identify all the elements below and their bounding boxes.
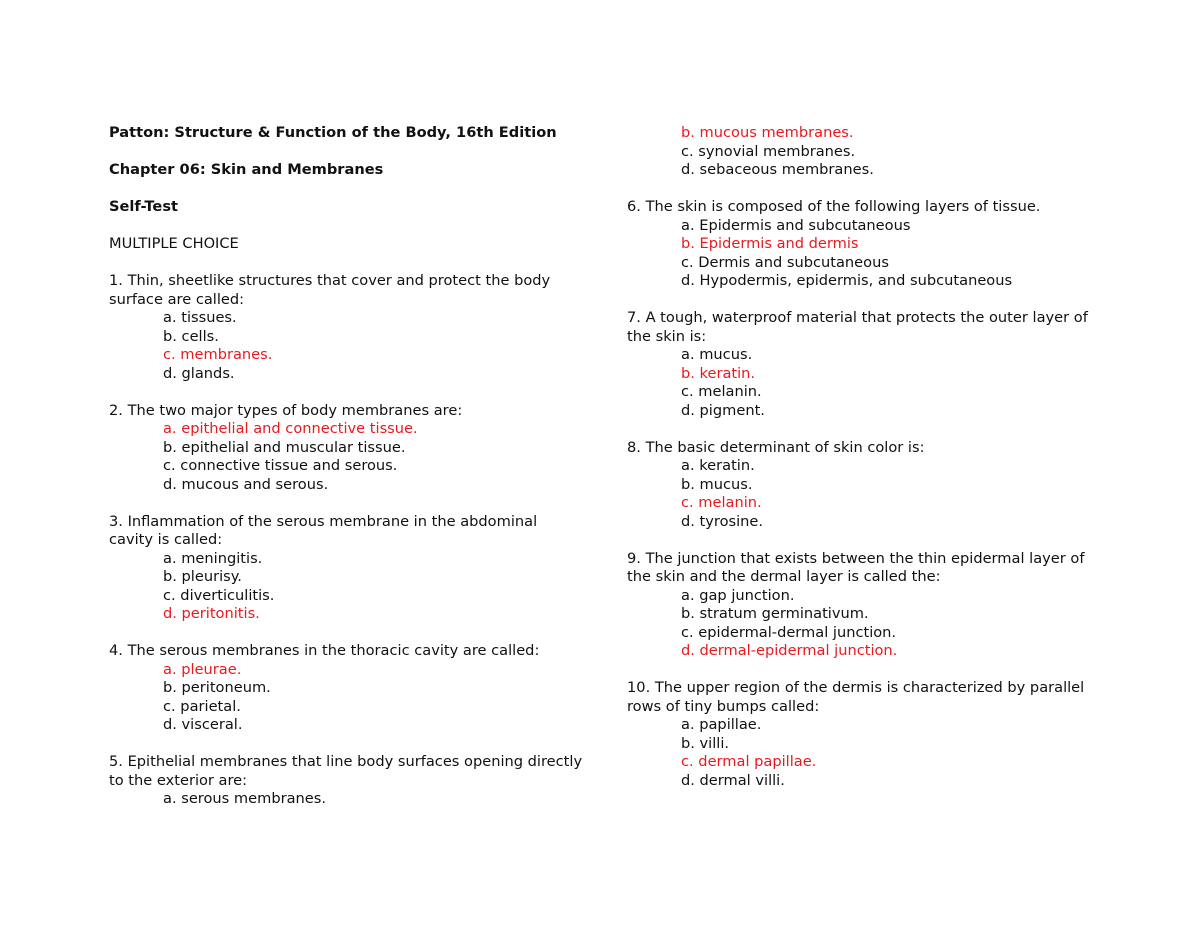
answer-option: b. pleurisy.	[163, 568, 242, 585]
answer-option: d. sebaceous membranes.	[681, 161, 874, 178]
question-stem-line: 3. Inflammation of the serous membrane in the abdominal	[109, 512, 538, 530]
correct-answer-option: c. melanin.	[681, 494, 762, 511]
answer-option: c. synovial membranes.	[681, 142, 856, 160]
answer-option: a. gap junction.	[681, 586, 795, 604]
correct-answer-option: b. Epidermis and dermis	[681, 235, 859, 252]
question-5-continued	[627, 124, 1152, 180]
answer-option: b. stratum germinativum.	[681, 605, 869, 622]
question-4	[109, 642, 629, 735]
answer-option: c. epidermal-dermal junction.	[681, 623, 897, 641]
answer-option: d. mucous and serous.	[163, 475, 329, 493]
question-stem-line: the skin and the dermal layer is called the:	[627, 568, 941, 585]
question-5	[109, 753, 629, 809]
question-type-heading: MULTIPLE CHOICE	[109, 235, 239, 252]
answer-option: a. serous membranes.	[163, 790, 326, 807]
question-8	[627, 439, 1152, 532]
answer-option: c. diverticulitis.	[163, 586, 275, 604]
answer-option: a. Epidermis and subcutaneous	[681, 216, 911, 234]
question-stem-line: 7. A tough, waterproof material that protects the outer layer of	[627, 309, 1088, 326]
answer-option: c. Dermis and subcutaneous	[681, 253, 889, 271]
question-stem-line: 1. Thin, sheetlike structures that cover and protect the body	[109, 272, 551, 289]
right-column	[627, 124, 1152, 790]
answer-option: c. connective tissue and serous.	[163, 457, 398, 474]
answer-option: a. papillae.	[681, 716, 762, 733]
question-stem-line: 10. The upper region of the dermis is characterized by parallel	[627, 679, 1085, 696]
question-stem-line: 5. Epithelial membranes that line body surfaces opening directly	[109, 753, 583, 770]
question-stem-line: surface are called:	[109, 290, 245, 308]
question-stem-line: 8. The basic determinant of skin color is:	[627, 438, 925, 456]
correct-answer-option: b. mucous membranes.	[681, 124, 854, 141]
left-column	[109, 124, 629, 809]
answer-option: a. keratin.	[681, 457, 755, 474]
question-stem-line: cavity is called:	[109, 531, 223, 548]
answer-option: b. mucus.	[681, 475, 753, 493]
answer-option: a. meningitis.	[163, 549, 263, 567]
question-stem-line: rows of tiny bumps called:	[627, 697, 820, 715]
question-3	[109, 513, 629, 624]
question-1	[109, 272, 629, 383]
answer-option: c. parietal.	[163, 697, 241, 715]
question-stem-line: to the exterior are:	[109, 771, 248, 789]
answer-option: c. melanin.	[681, 383, 762, 400]
answer-option: d. tyrosine.	[681, 512, 764, 530]
answer-option: b. villi.	[681, 734, 730, 752]
question-10	[627, 679, 1152, 790]
correct-answer-option: a. pleurae.	[163, 660, 242, 678]
question-9	[627, 550, 1152, 661]
answer-option: d. visceral.	[163, 716, 243, 733]
question-6	[627, 198, 1152, 291]
section-title: Self-Test	[109, 198, 178, 215]
correct-answer-option: c. membranes.	[163, 346, 273, 363]
answer-option: a. tissues.	[163, 309, 237, 326]
correct-answer-option: b. keratin.	[681, 364, 756, 382]
correct-answer-option: a. epithelial and connective tissue.	[163, 420, 418, 437]
correct-answer-option: c. dermal papillae.	[681, 753, 817, 770]
answer-option: d. pigment.	[681, 401, 765, 419]
correct-answer-option: d. peritonitis.	[163, 605, 260, 622]
chapter-title: Chapter 06: Skin and Membranes	[109, 161, 384, 178]
answer-option: b. cells.	[163, 327, 219, 345]
answer-option: d. Hypodermis, epidermis, and subcutaneous	[681, 272, 1013, 289]
question-stem-line: 2. The two major types of body membranes are:	[109, 401, 463, 419]
correct-answer-option: d. dermal-epidermal junction.	[681, 642, 898, 659]
answer-option: b. peritoneum.	[163, 679, 271, 696]
answer-option: a. mucus.	[681, 346, 753, 363]
question-stem-line: 6. The skin is composed of the following layers of tissue.	[627, 198, 1041, 215]
answer-option: b. epithelial and muscular tissue.	[163, 438, 406, 456]
question-2	[109, 402, 629, 495]
question-stem-line: the skin is:	[627, 327, 707, 345]
question-7	[627, 309, 1152, 420]
answer-option: d. dermal villi.	[681, 771, 785, 789]
answer-option: d. glands.	[163, 364, 235, 382]
question-stem-line: 9. The junction that exists between the thin epidermal layer of	[627, 549, 1085, 567]
question-stem-line: 4. The serous membranes in the thoracic cavity are called:	[109, 642, 540, 659]
book-title: Patton: Structure & Function of the Body, 16th Edition	[109, 124, 557, 141]
